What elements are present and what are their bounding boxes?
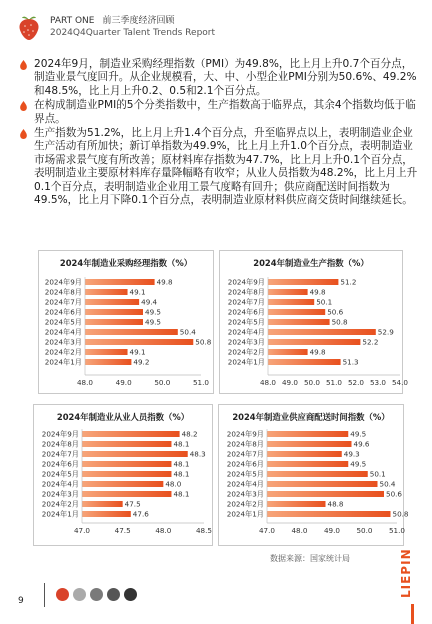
category-label: 2024年9月: [226, 429, 264, 439]
tick-label: 49.0: [323, 526, 341, 535]
category-label: 2024年8月: [41, 439, 79, 449]
paragraph-pmi: 2024年9月，制造业采购经理指数（PMI）为49.8%，比上月上升0.7个百分点，制造业景气度回升。从企业规模看，大、中、小型企业PMI分别为50.6%、49.2%和48.5%，比上月上升0.2、0.5和2.1个百分点。: [18, 58, 418, 98]
bar: [85, 339, 193, 345]
value-label: 50.4: [179, 327, 196, 337]
bar: [82, 491, 171, 497]
chart-delivery-time: [218, 404, 409, 546]
bar: [267, 501, 326, 507]
category-label: 2024年4月: [227, 327, 265, 337]
value-label: 50.8: [392, 509, 409, 519]
chart-title: 2024年制造业采购经理指数（%）: [59, 258, 193, 268]
value-label: 49.1: [129, 287, 146, 297]
chart-svg: [219, 405, 409, 547]
category-label: 2024年7月: [41, 449, 79, 459]
tick-label: 48.0: [291, 526, 308, 535]
category-label: 2024年1月: [44, 357, 82, 367]
category-label: 2024年2月: [44, 347, 82, 357]
category-label: 2024年9月: [41, 429, 79, 439]
category-label: 2024年6月: [226, 459, 264, 469]
bar: [85, 349, 128, 355]
bar: [268, 289, 308, 295]
value-label: 50.1: [369, 469, 386, 479]
chart-pmi: [38, 250, 214, 394]
bar: [82, 431, 180, 437]
category-label: 2024年8月: [227, 287, 265, 297]
ring-icon: [90, 588, 103, 601]
bar: [267, 441, 352, 447]
bar: [267, 471, 368, 477]
tick-label: 51.0: [192, 378, 210, 387]
category-label: 2024年4月: [226, 479, 264, 489]
chart-title: 2024年制造业从业人员指数（%）: [56, 412, 190, 422]
category-label: 2024年6月: [41, 459, 79, 469]
category-label: 2024年3月: [227, 337, 265, 347]
category-label: 2024年1月: [226, 509, 264, 519]
tick-label: 47.0: [258, 526, 276, 535]
bar: [268, 359, 341, 365]
chart-title: 2024年制造业供应商配送时间指数（%）: [232, 412, 390, 422]
value-label: 52.9: [377, 327, 394, 337]
value-label: 48.8: [327, 499, 344, 509]
value-label: 48.1: [173, 459, 190, 469]
category-label: 2024年8月: [226, 439, 264, 449]
value-label: 48.1: [173, 489, 190, 499]
value-label: 51.2: [340, 277, 357, 287]
value-label: 48.2: [181, 429, 198, 439]
page-header: [14, 10, 215, 44]
value-label: 48.1: [173, 439, 190, 449]
tick-label: 50.0: [356, 526, 373, 535]
tick-label: 52.0: [347, 378, 365, 387]
bar: [268, 349, 308, 355]
value-label: 48.0: [165, 479, 182, 489]
side-brand-text: LIEPIN: [399, 548, 413, 598]
paragraph-subindex: 在构成制造业PMI的5个分类指数中，生产指数高于临界点，其余4个指数均低于临界点。: [18, 99, 418, 126]
disc-icon: [107, 588, 120, 601]
bar: [82, 441, 171, 447]
bar: [268, 319, 330, 325]
bar: [85, 309, 143, 315]
footer-icons: [56, 588, 137, 601]
chart-svg: [39, 251, 215, 395]
value-label: 52.2: [362, 337, 379, 347]
bar: [85, 319, 143, 325]
category-label: 2024年5月: [41, 469, 79, 479]
bar: [82, 471, 171, 477]
value-label: 50.1: [316, 297, 333, 307]
tick-label: 48.0: [155, 526, 172, 535]
category-label: 2024年1月: [41, 509, 79, 519]
category-label: 2024年5月: [44, 317, 82, 327]
value-label: 50.6: [327, 307, 344, 317]
flame-bullet-icon: [19, 60, 28, 70]
value-label: 50.8: [195, 337, 212, 347]
tick-label: 51.0: [388, 526, 406, 535]
chart-svg: [34, 405, 214, 547]
tick-label: 48.5: [195, 526, 213, 535]
section-label: 前三季度经济回顾: [102, 16, 175, 26]
tick-label: 50.0: [154, 378, 171, 387]
value-label: 49.8: [309, 347, 326, 357]
tick-label: 54.0: [391, 378, 409, 387]
category-label: 2024年4月: [44, 327, 82, 337]
category-label: 2024年9月: [44, 277, 82, 287]
bar: [268, 329, 376, 335]
bar: [267, 451, 342, 457]
flame-bullet-icon: [19, 101, 28, 111]
value-label: 49.2: [133, 357, 150, 367]
data-source: 数据来源：国家统计局: [270, 554, 350, 563]
bar: [267, 491, 384, 497]
value-label: 47.6: [132, 509, 149, 519]
bar: [85, 279, 155, 285]
category-label: 2024年2月: [41, 499, 79, 509]
bar: [85, 329, 178, 335]
chart-svg: [220, 251, 409, 395]
category-label: 2024年9月: [227, 277, 265, 287]
category-label: 2024年7月: [44, 297, 82, 307]
value-label: 49.5: [350, 429, 367, 439]
tick-label: 47.5: [114, 526, 131, 535]
category-label: 2024年5月: [226, 469, 264, 479]
paragraph-details: 生产指数为51.2%，比上月上升1.4个百分点，升至临界点以上，表明制造业企业生产活动有所加快；新订单指数为49.9%，比上月上升1.0个百分点，表明制造业市场需求景气度有所改善；原材料库存指数为47.7%，比上月上升0.1个百分点，表明制造业主要原材料库存量降幅略有收窄；从业人员指数为48.2%，比上月上升0.1个百分点，表明制造业企业用工景气度略有回升；供应商配送时间指数为49.5%，比上月下降0.1个百分点，表明制造业原材料供应商交货时间继续延长。: [18, 127, 418, 207]
bar: [82, 461, 171, 467]
tick-label: 50.0: [303, 378, 321, 387]
side-brand-bar: [411, 604, 414, 624]
value-label: 49.8: [309, 287, 326, 297]
value-label: 49.3: [343, 449, 360, 459]
value-label: 49.8: [156, 277, 173, 287]
category-label: 2024年6月: [227, 307, 265, 317]
bar: [268, 279, 338, 285]
strawberry-logo-icon: [14, 12, 44, 42]
value-label: 48.3: [189, 449, 206, 459]
bar: [268, 339, 360, 345]
bar: [85, 299, 139, 305]
value-label: 50.8: [331, 317, 348, 327]
value-label: 49.6: [353, 439, 370, 449]
value-label: 48.1: [173, 469, 190, 479]
bar: [267, 461, 348, 467]
flame-bullet-icon: [19, 129, 28, 139]
value-label: 49.5: [145, 307, 162, 317]
side-brand: [392, 0, 416, 624]
value-label: 49.4: [141, 297, 158, 307]
value-label: 50.4: [379, 479, 396, 489]
value-label: 51.3: [342, 357, 359, 367]
category-label: 2024年6月: [44, 307, 82, 317]
body-text: [18, 58, 418, 208]
part-label: PART ONE: [50, 16, 95, 26]
page-number: 9: [18, 596, 24, 606]
bar: [267, 511, 391, 517]
footer-divider: [44, 583, 45, 607]
tick-label: 47.0: [73, 526, 91, 535]
bar: [85, 289, 128, 295]
category-label: 2024年2月: [227, 347, 265, 357]
bar: [85, 359, 131, 365]
value-label: 50.6: [386, 489, 403, 499]
category-label: 2024年5月: [227, 317, 265, 327]
tick-label: 49.0: [115, 378, 132, 387]
globe-icon: [124, 588, 137, 601]
value-label: 49.5: [145, 317, 162, 327]
bar: [268, 299, 314, 305]
strawberry-icon: [56, 588, 69, 601]
category-label: 2024年7月: [227, 297, 265, 307]
tick-label: 53.0: [369, 378, 387, 387]
tick-label: 48.0: [76, 378, 94, 387]
bowl-icon: [73, 588, 86, 601]
category-label: 2024年4月: [41, 479, 79, 489]
category-label: 2024年3月: [226, 489, 264, 499]
category-label: 2024年3月: [41, 489, 79, 499]
chart-employment: [33, 404, 213, 546]
value-label: 49.5: [350, 459, 367, 469]
category-label: 2024年7月: [226, 449, 264, 459]
bar: [267, 481, 378, 487]
value-label: 47.5: [124, 499, 141, 509]
value-label: 49.1: [129, 347, 146, 357]
report-subtitle: 2024Q4Quarter Talent Trends Report: [50, 28, 216, 38]
bar: [82, 501, 123, 507]
category-label: 2024年2月: [226, 499, 264, 509]
category-label: 2024年3月: [44, 337, 82, 347]
bar: [267, 431, 348, 437]
bar: [268, 309, 325, 315]
bar: [82, 481, 163, 487]
tick-label: 48.0: [259, 378, 277, 387]
tick-label: 49.0: [281, 378, 299, 387]
category-label: 2024年1月: [227, 357, 265, 367]
category-label: 2024年8月: [44, 287, 82, 297]
bar: [82, 451, 188, 457]
tick-label: 51.0: [325, 378, 343, 387]
chart-title: 2024年制造业生产指数（%）: [253, 258, 369, 268]
chart-production: [219, 250, 409, 394]
bar: [82, 511, 131, 517]
